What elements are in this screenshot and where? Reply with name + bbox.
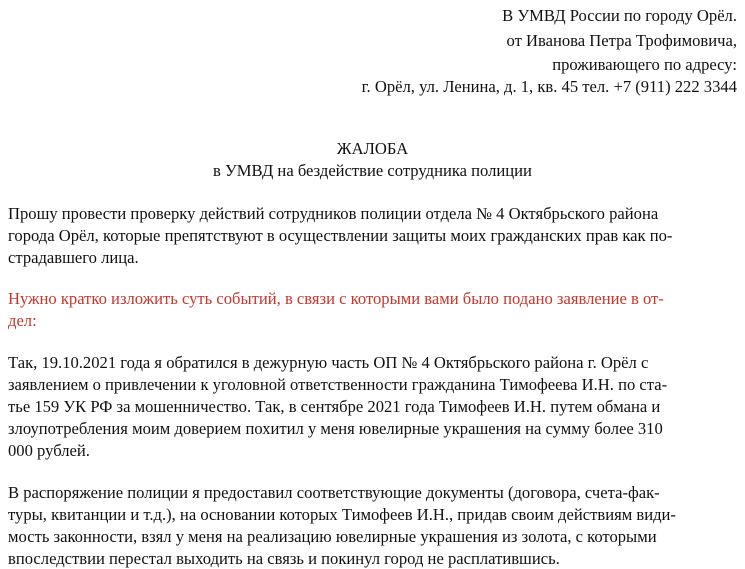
paragraph-documents-line-3: мость законности, взял у меня на реализацию ювелирные украшения из золота, с которыми [8, 527, 657, 546]
document-subtitle: в УМВД на бездействие сотрудника полиции [213, 161, 532, 180]
paragraph-facts-line-4: злоупотребления моим доверием похитил у меня ювелирные украшения на сумму более 310 [8, 419, 663, 438]
header-recipient: В УМВД России по городу Орёл. [502, 6, 737, 25]
paragraph-documents-line-1: В распоряжение полиции я предоставил соответствующие документы (договора, счета-фак- [8, 483, 660, 502]
paragraph-request-line-3: страдавшего лица. [8, 248, 139, 267]
paragraph-request-line-1: Прошу провести проверку действий сотрудников полиции отдела № 4 Октябрьского района [8, 204, 659, 223]
header-address: г. Орёл, ул. Ленина, д. 1, кв. 45 тел. +7 (911) 222 3344 [361, 77, 737, 96]
paragraph-documents-line-4: впоследствии перестал выходить на связь и покинул город не расплатившись. [8, 549, 560, 568]
header-sender: от Иванова Петра Трофимовича, [506, 31, 737, 50]
paragraph-facts-line-3: тье 159 УК РФ за мошенничество. Так, в сентябре 2021 года Тимофеев И.Н. путем обмана и [8, 397, 661, 416]
header-residing: проживающего по адресу: [552, 55, 737, 74]
paragraph-facts-line-1: Так, 19.10.2021 года я обратился в дежурную часть ОП № 4 Октябрьского района г. Орёл с [8, 353, 649, 372]
paragraph-request-line-2: города Орёл, которые препятствуют в осуществлении защиты моих гражданских прав как по- [8, 226, 673, 245]
document-title: ЖАЛОБА [336, 139, 409, 158]
paragraph-facts-line-2: заявлением о привлечении к уголовной ответственности гражданина Тимофеева И.Н. по ста- [8, 375, 668, 394]
paragraph-facts-line-5: 000 рублей. [8, 441, 90, 460]
instruction-line-2: дел: [8, 311, 37, 330]
instruction-line-1: Нужно кратко изложить суть событий, в связи с которыми вами было подано заявление в от- [8, 289, 664, 308]
paragraph-documents-line-2: туры, квитанции и т.д.), на основании которых Тимофеев И.Н., придав своим действиям види- [8, 505, 676, 524]
